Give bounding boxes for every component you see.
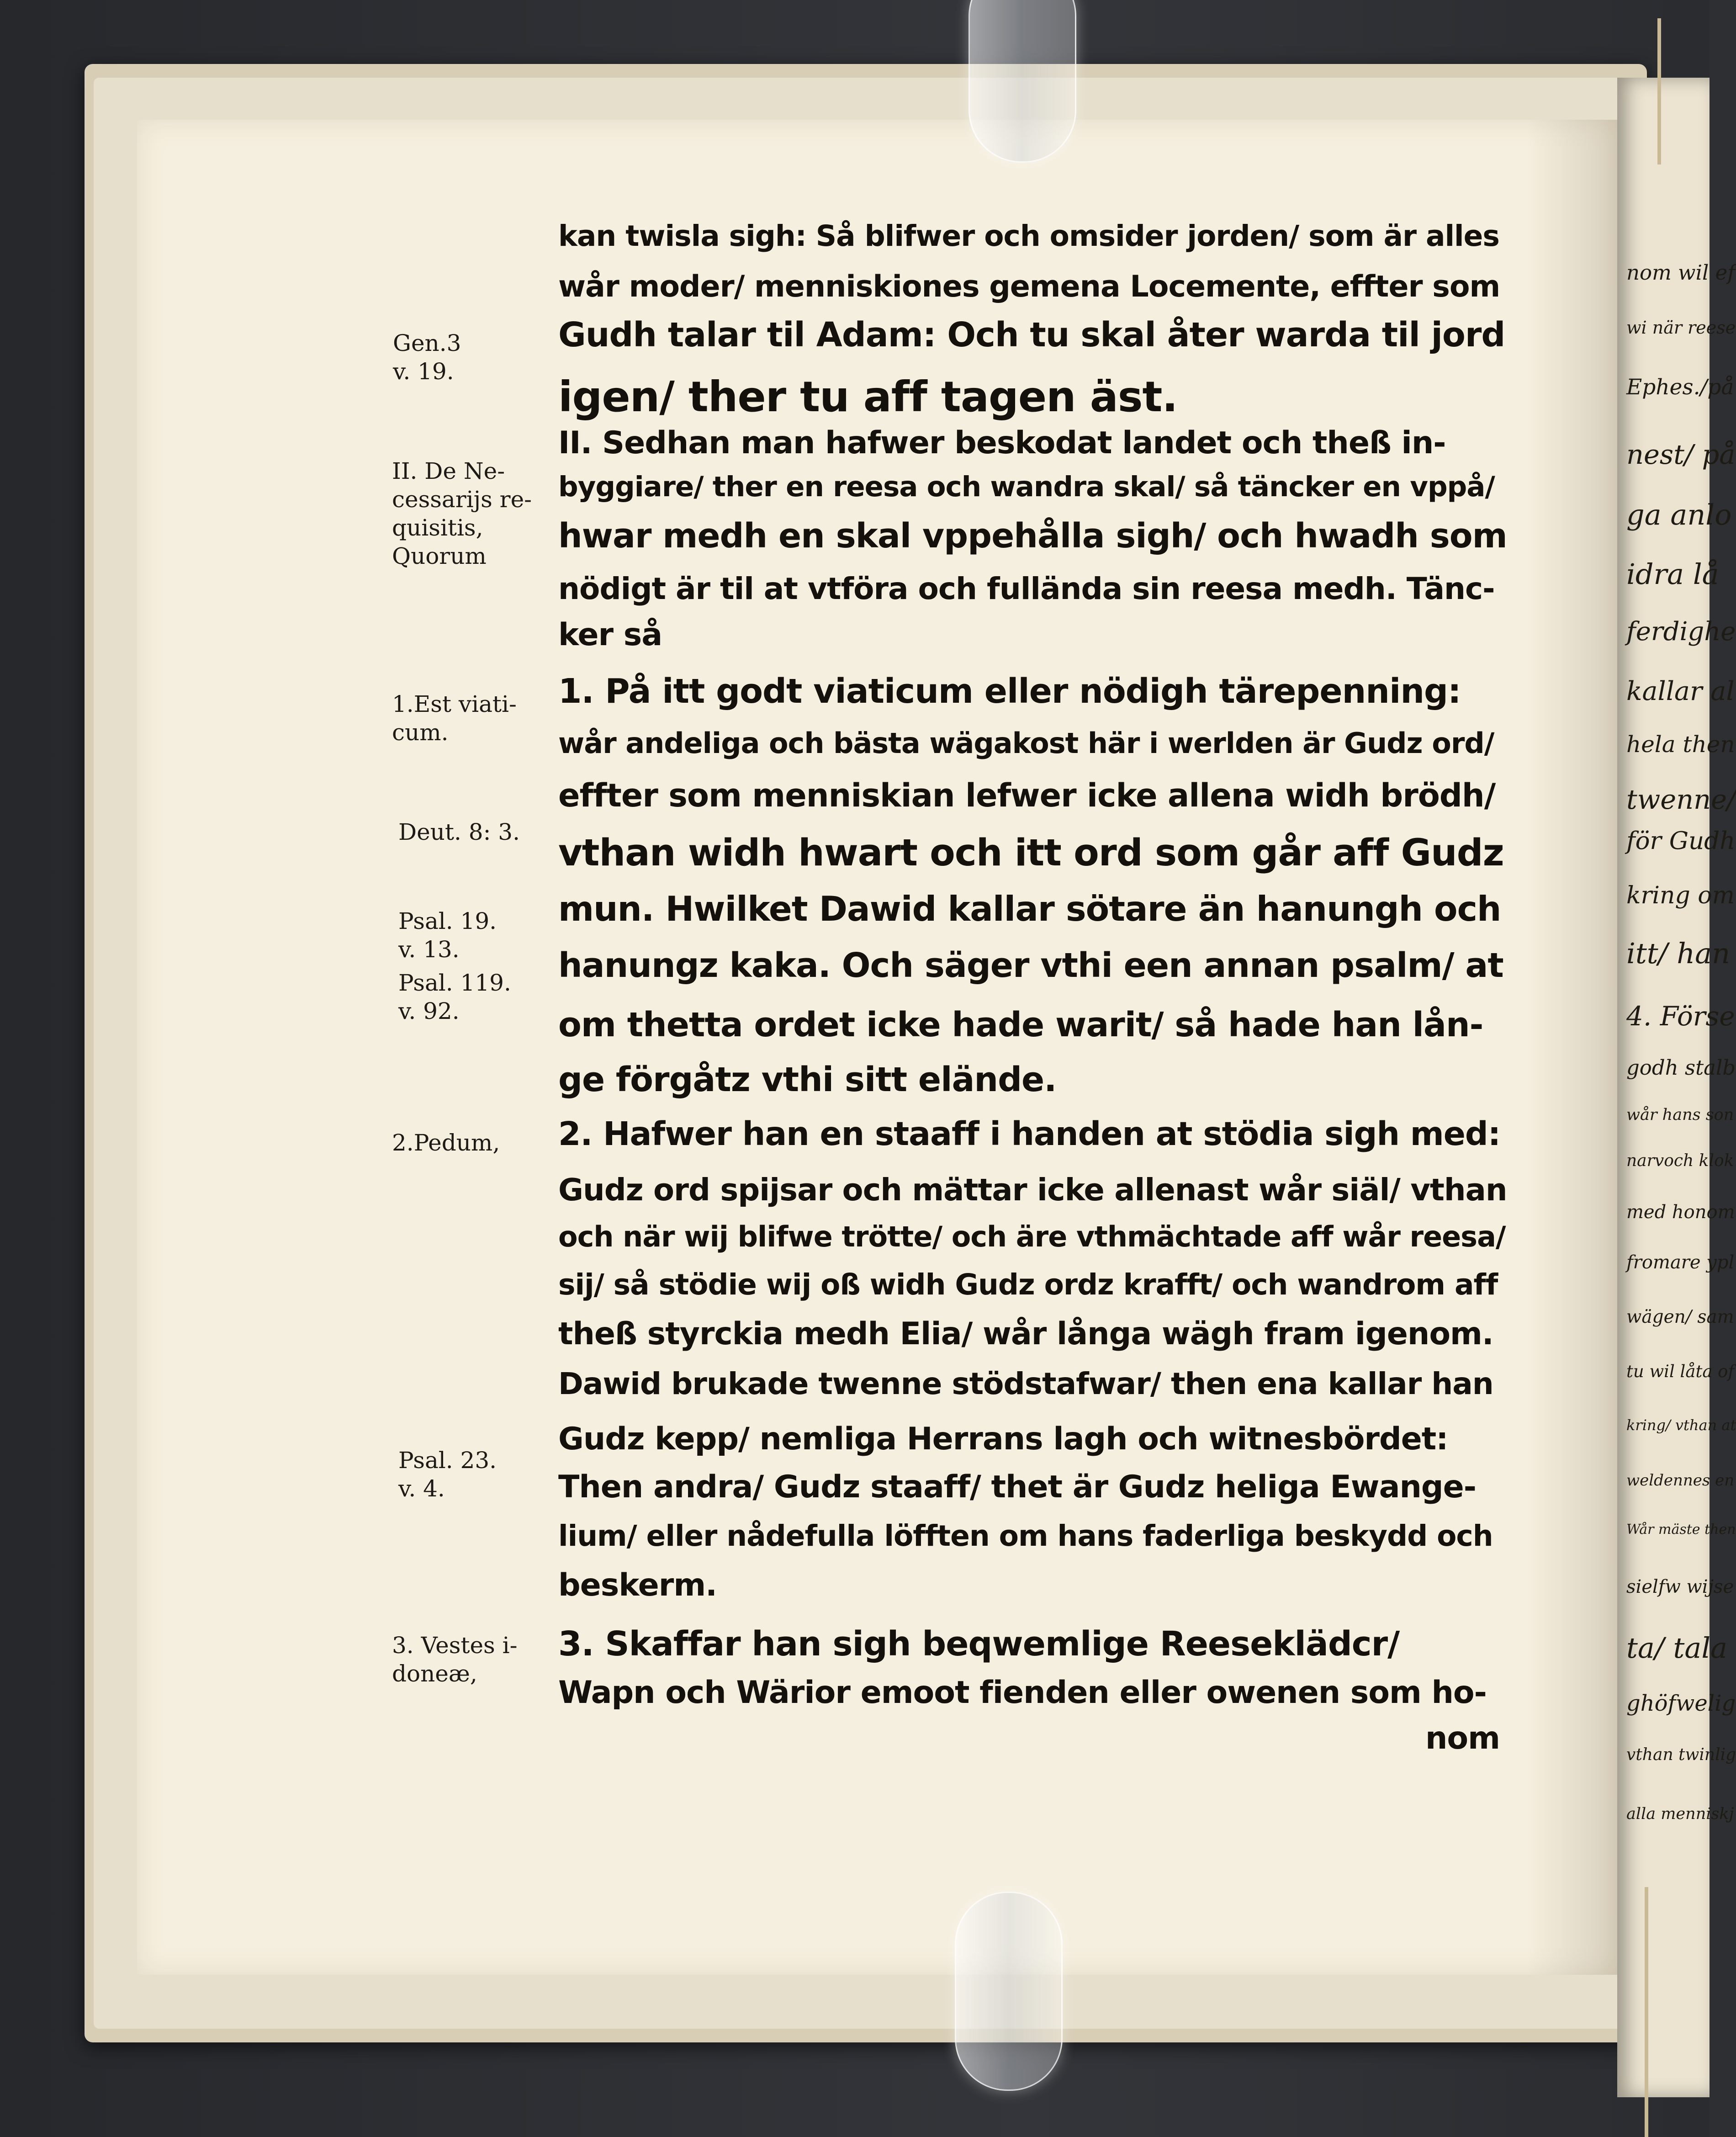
text-line: wår moder/ menniskiones gemena Locemente, effter som — [558, 270, 1500, 304]
text-line: II. Sedhan man hafwer beskodat landet och theß in- — [558, 425, 1446, 461]
next-page-line: weldennes en — [1626, 1471, 1735, 1490]
next-page-line: alla menniskj — [1626, 1805, 1734, 1823]
text-line: 2. Hafwer han en staaff i handen at stödia sigh med: — [558, 1115, 1501, 1153]
next-page-line: Ephes./på — [1626, 375, 1734, 400]
glass-weight-bottom — [955, 1892, 1063, 2091]
text-line: och när wij blifwe trötte/ och äre vthmächtade aff wår reesa/ — [558, 1220, 1506, 1253]
next-page-line: kallar al — [1626, 676, 1735, 706]
next-page-line: nest/ på — [1626, 439, 1736, 470]
next-page-line: kring om — [1626, 882, 1735, 909]
text-line: theß styrckia medh Elia/ wår långa wägh fram igenom. — [558, 1316, 1493, 1352]
next-page-line: wägen/ sam — [1626, 1307, 1734, 1327]
margin-note: 3. Vestes i- doneæ, — [392, 1632, 518, 1687]
next-page-line: sielfw wijse — [1626, 1576, 1734, 1597]
next-page-line: ghöfwelig — [1626, 1691, 1736, 1716]
next-page-line: vthan twinlig — [1626, 1745, 1736, 1764]
text-line: Gudz kepp/ nemliga Herrans lagh och witnesbördet: — [558, 1421, 1448, 1457]
margin-note: Psal. 119. v. 92. — [398, 970, 511, 1024]
text-line: 1. På itt godt viaticum eller nödigh tärepenning: — [558, 672, 1461, 711]
next-page-line: tu wil låta of — [1626, 1362, 1735, 1381]
text-line: vthan widh hwart och itt ord som går aff Gudz — [558, 832, 1504, 875]
text-line: 3. Skaffar han sigh beqwemlige Reeseklädcr/ — [558, 1624, 1400, 1664]
page-gutter-shadow — [1526, 120, 1617, 1975]
margin-note: 2.Pedum, — [392, 1129, 500, 1156]
text-line: Gudh talar til Adam: Och tu skal åter warda til jord — [558, 315, 1505, 355]
text-line: sij/ så stödie wij oß widh Gudz ordz krafft/ och wandrom aff — [558, 1268, 1498, 1301]
text-line: hanungz kaka. Och säger vthi een annan psalm/ at — [558, 946, 1503, 985]
binding-string — [1657, 18, 1661, 164]
next-page-line: 4. Förse — [1626, 1001, 1735, 1032]
margin-note: Gen.3 v. 19. — [393, 330, 461, 385]
next-page-line: hela then — [1626, 731, 1735, 758]
text-line: Wapn och Wärior emoot fienden eller owenen som ho- — [558, 1675, 1487, 1711]
catchword: nom — [1425, 1720, 1500, 1756]
next-page-line: kring/ vthan at — [1626, 1416, 1736, 1434]
text-line: ge förgåtz vthi sitt elände. — [558, 1060, 1057, 1099]
next-page-line: Wår mäste then — [1626, 1522, 1736, 1538]
next-page-line: wår hans son — [1626, 1106, 1734, 1124]
text-line: Gudz ord spijsar och mättar icke allenast wår siäl/ vthan — [558, 1172, 1507, 1208]
margin-note: 1.Est viati- cum. — [392, 691, 517, 746]
text-line: lium/ eller nådefulla löfften om hans faderliga beskydd och — [558, 1519, 1493, 1553]
next-page-line: twenne/ — [1626, 784, 1736, 815]
next-page-line: idra lå — [1626, 557, 1719, 591]
text-line: hwar medh en skal vppehålla sigh/ och hwadh som — [558, 516, 1507, 556]
next-page-line: ta/ tala — [1626, 1631, 1728, 1665]
next-page-line: narvoch klok — [1626, 1151, 1734, 1170]
next-page-line: nom wil ef — [1626, 260, 1735, 285]
margin-note: Deut. 8: 3. — [398, 819, 520, 845]
text-line: beskerm. — [558, 1567, 717, 1603]
binding-string — [1645, 1887, 1648, 2137]
margin-note: Psal. 19. v. 13. — [398, 908, 497, 963]
text-line: wår andeliga och bästa wägakost här i werlden är Gudz ord/ — [558, 726, 1494, 760]
text-line: Then andra/ Gudz staaff/ thet är Gudz heliga Ewange- — [558, 1469, 1476, 1505]
text-line: igen/ ther tu aff tagen äst. — [558, 372, 1178, 421]
text-line: mun. Hwilket Dawid kallar sötare än hanungh och — [558, 889, 1501, 929]
next-page-line: ga anlo — [1626, 498, 1732, 531]
next-page-line: godh stalb — [1626, 1055, 1736, 1080]
text-line: kan twisla sigh: Så blifwer och omsider jorden/ som är alles — [558, 219, 1499, 253]
margin-note: Psal. 23. v. 4. — [398, 1447, 497, 1502]
text-line: Dawid brukade twenne stödstafwar/ then ena kallar han — [558, 1366, 1493, 1401]
text-line: om thetta ordet icke hade warit/ så hade han lån- — [558, 1005, 1483, 1045]
text-line: byggiare/ ther en reesa och wandra skal/ så täncker en vppå/ — [558, 471, 1495, 503]
next-page-line: för Gudh — [1626, 827, 1736, 855]
text-line: ker så — [558, 617, 662, 653]
next-page-line: fromare ypl — [1626, 1252, 1735, 1273]
text-line: effter som menniskian lefwer icke allena widh brödh/ — [558, 777, 1496, 814]
next-page-line: wi när reese — [1626, 318, 1736, 338]
glass-weight-top — [969, 0, 1076, 163]
text-line: nödigt är til at vtföra och fullända sin reesa medh. Tänc- — [558, 571, 1495, 606]
margin-note: II. De Ne- cessarijs re- quisitis, Quorum — [392, 458, 532, 569]
next-page-line: ferdighe — [1626, 617, 1736, 647]
next-page-line: itt/ han — [1626, 937, 1731, 970]
adjacent-page — [1617, 78, 1736, 2097]
next-page-line: med honom — [1626, 1202, 1735, 1223]
